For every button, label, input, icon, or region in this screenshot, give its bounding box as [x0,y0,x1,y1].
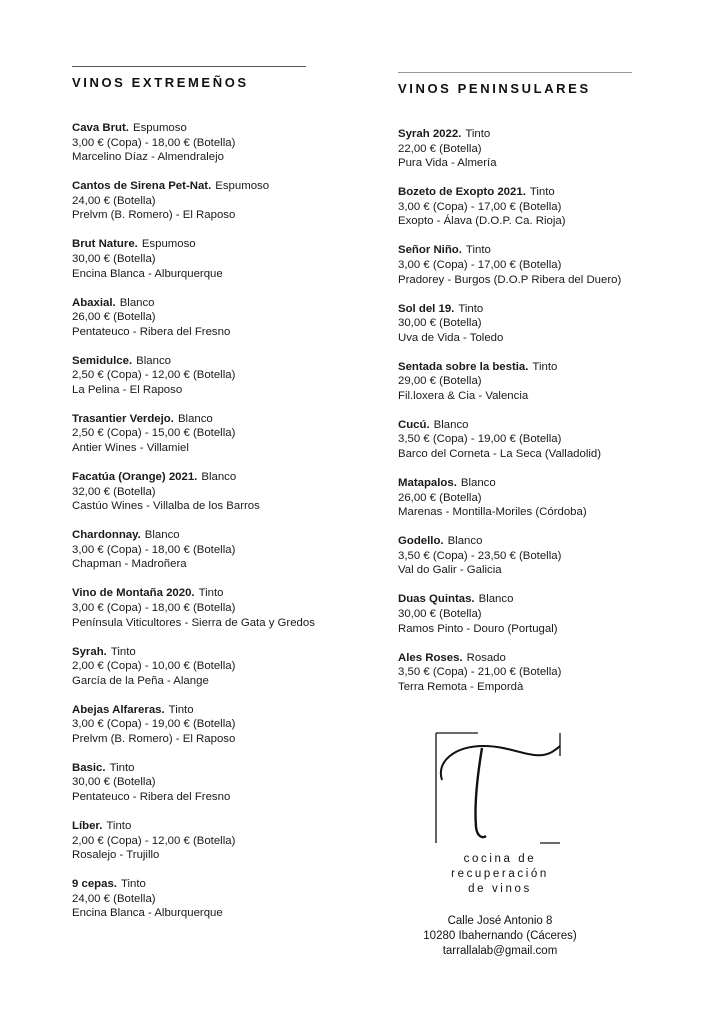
wine-origin: Val do Galir - Galicia [398,564,502,577]
wine-heading [398,302,698,317]
wine-origin: La Pelina - El Raposo [72,383,183,396]
wine-item [72,354,372,398]
wine-name: Señor Niño. [398,244,462,257]
wine-item [72,179,372,223]
wine-item [72,877,372,921]
wine-list [398,127,698,694]
wine-item [398,243,698,287]
wine-name: Trasantier Verdejo. [72,412,174,425]
wine-price: 22,00 € (Botella) [398,142,482,155]
wine-name: Matapalos. [398,477,457,490]
wine-type: Blanco [460,477,496,490]
extremenos-section [72,66,372,935]
wine-list [72,121,372,921]
wine-price: 3,00 € (Copa) - 17,00 € (Botella) [398,258,562,271]
wine-origin: Prelvm (B. Romero) - El Raposo [72,209,236,222]
wine-origin: Castúo Wines - Villalba de los Barros [72,500,260,513]
wine-origin: Marenas - Montilla-Moriles (Córdoba) [398,506,587,519]
wine-name: Ales Roses. [398,651,463,664]
wine-type: Blanco [478,593,514,606]
wine-type: Espumoso [132,122,187,134]
wine-type: Tinto [120,878,146,891]
wine-heading [398,476,698,491]
wine-price: 3,50 € (Copa) - 23,50 € (Botella) [398,549,562,562]
wine-type: Espumoso [141,238,196,251]
wine-item [72,703,372,747]
wine-type: Tinto [529,186,555,199]
wine-origin: Rosalejo - Trujillo [72,849,160,862]
wine-name: Syrah 2022. [398,128,462,140]
street-address: Calle José Antonio 8 [447,915,553,927]
wine-type: Tinto [465,128,491,140]
wine-origin: Península Viticultores - Sierra de Gata y Gredos [72,616,315,629]
wine-price: 24,00 € (Botella) [72,892,156,905]
wine-heading [398,360,698,375]
wine-name: Syrah. [72,645,107,658]
wine-price: 26,00 € (Botella) [72,311,156,324]
wine-origin: Pura Vida - Almería [398,157,497,170]
wine-item [72,470,372,514]
wine-type: Tinto [106,820,132,833]
wine-heading [72,296,372,311]
wine-price: 3,00 € (Copa) - 19,00 € (Botella) [72,718,236,731]
wine-origin: Exopto - Álava (D.O.P. Ca. Rioja) [398,215,566,228]
tarralla-logo-icon [434,732,562,844]
wine-origin: Pradorey - Burgos (D.O.P Ribera del Duero) [398,273,622,286]
wine-origin: Prelvm (B. Romero) - El Raposo [72,732,236,745]
wine-item [72,586,372,630]
wine-type: Tinto [458,302,484,315]
wine-heading [72,761,372,776]
wine-price: 2,50 € (Copa) - 12,00 € (Botella) [72,369,236,382]
wine-type: Blanco [136,354,171,367]
wine-price: 3,00 € (Copa) - 17,00 € (Botella) [398,200,562,213]
wine-heading [72,586,372,601]
wine-item [398,127,698,171]
wine-heading [72,645,372,660]
wine-price: 3,00 € (Copa) - 18,00 € (Botella) [72,543,236,556]
email-address: tarrallalab@gmail.com [442,945,558,957]
wine-heading [72,354,372,369]
wine-name: Chardonnay. [72,529,141,542]
peninsulares-section [398,72,698,709]
wine-price: 2,00 € (Copa) - 10,00 € (Botella) [72,660,236,673]
wine-item [72,819,372,863]
wine-type: Blanco [119,296,155,309]
wine-item [72,237,372,281]
wine-type: Blanco [433,418,469,431]
postal-address: 10280 Ibahernando (Cáceres) [423,930,577,942]
wine-type: Blanco [177,412,213,425]
wine-origin: Antier Wines - Villamiel [72,442,189,455]
tagline-line: cocina de [463,853,537,865]
address-block [398,914,602,959]
wine-item [398,302,698,346]
wine-heading [72,470,372,485]
wine-name: Abejas Alfareras. [72,703,165,716]
wine-type: Rosado [466,651,506,664]
wine-name: Facatúa (Orange) 2021. [72,471,198,484]
wine-origin: Pentateuco - Ribera del Fresno [72,325,231,338]
wine-name: Duas Quintas. [398,593,475,606]
wine-price: 30,00 € (Botella) [72,776,156,789]
wine-origin: Marcelino Díaz - Almendralejo [72,151,224,164]
wine-name: Líber. [72,820,103,833]
wine-price: 29,00 € (Botella) [398,375,482,388]
tagline-line: de vinos [468,883,532,895]
wine-name: Abaxial. [72,296,116,309]
wine-name: Bozeto de Exopto 2021. [398,186,526,199]
wine-heading [72,819,372,834]
wine-type: Espumoso [215,180,270,193]
wine-price: 32,00 € (Botella) [72,485,156,498]
wine-heading [72,121,372,136]
wine-type: Tinto [532,360,558,373]
wine-item [398,592,698,636]
wine-item [398,651,698,695]
section-title: VINOS PENINSULARES [398,81,591,96]
wine-heading [398,243,698,258]
wine-item [398,185,698,229]
wine-origin: Pentateuco - Ribera del Fresno [72,791,231,804]
wine-item [72,761,372,805]
wine-heading [72,877,372,892]
wine-type: Blanco [447,535,483,548]
section-title: VINOS EXTREMEÑOS [72,75,249,90]
wine-item [72,296,372,340]
wine-type: Tinto [198,587,224,600]
wine-heading [72,703,372,718]
wine-heading [72,179,372,194]
wine-item [72,121,372,165]
wine-price: 30,00 € (Botella) [398,607,482,620]
wine-heading [398,127,698,142]
wine-name: Brut Nature. [72,238,138,251]
wine-price: 24,00 € (Botella) [72,194,156,207]
wine-price: 2,00 € (Copa) - 12,00 € (Botella) [72,834,236,847]
wine-item [72,528,372,572]
wine-heading [398,592,698,607]
wine-type: Tinto [168,703,194,716]
wine-price: 30,00 € (Botella) [398,317,482,330]
wine-price: 2,50 € (Copa) - 15,00 € (Botella) [72,427,236,440]
wine-price: 30,00 € (Botella) [72,252,156,265]
wine-origin: Fil.loxera & Cia - Valencia [398,389,529,402]
wine-price: 3,00 € (Copa) - 18,00 € (Botella) [72,136,236,149]
tagline-line: recuperación [451,868,549,880]
wine-item [398,534,698,578]
wine-origin: Ramos Pinto - Douro (Portugal) [398,622,558,635]
wine-heading [398,534,698,549]
wine-item [72,645,372,689]
wine-name: Sol del 19. [398,302,455,315]
wine-item [72,412,372,456]
wine-origin: Chapman - Madroñera [72,558,187,571]
wine-price: 3,50 € (Copa) - 19,00 € (Botella) [398,433,562,446]
wine-name: Cava Brut. [72,122,129,134]
wine-name: Vino de Montaña 2020. [72,587,195,600]
wine-heading [398,185,698,200]
wine-origin: Encina Blanca - Alburquerque [72,907,223,920]
wine-type: Tinto [110,645,136,658]
wine-heading [398,418,698,433]
wine-name: 9 cepas. [72,878,117,891]
wine-item [398,418,698,462]
wine-name: Basic. [72,761,106,774]
wine-origin: Barco del Corneta - La Seca (Valladolid) [398,448,602,461]
wine-origin: Uva de Vida - Toledo [398,331,504,344]
wine-heading [72,237,372,252]
wine-heading [72,412,372,427]
wine-heading [72,528,372,543]
wine-type: Tinto [465,244,491,257]
wine-name: Semidulce. [72,354,133,367]
wine-type: Blanco [201,471,237,484]
wine-price: 3,00 € (Copa) - 18,00 € (Botella) [72,601,236,614]
brand-tagline [398,852,602,897]
wine-name: Cantos de Sirena Pet-Nat. [72,180,212,193]
wine-origin: García de la Peña - Alange [72,674,209,687]
wine-origin: Encina Blanca - Alburquerque [72,267,223,280]
section-divider [398,72,632,73]
wine-name: Cucú. [398,418,430,431]
wine-name: Godello. [398,535,444,548]
wine-price: 3,50 € (Copa) - 21,00 € (Botella) [398,666,562,679]
wine-type: Blanco [144,529,180,542]
wine-item [398,476,698,520]
wine-type: Tinto [109,761,135,774]
wine-item [398,360,698,404]
wine-name: Sentada sobre la bestia. [398,360,529,373]
section-divider [72,66,306,67]
wine-price: 26,00 € (Botella) [398,491,482,504]
wine-origin: Terra Remota - Empordà [398,680,524,693]
wine-heading [398,651,698,666]
